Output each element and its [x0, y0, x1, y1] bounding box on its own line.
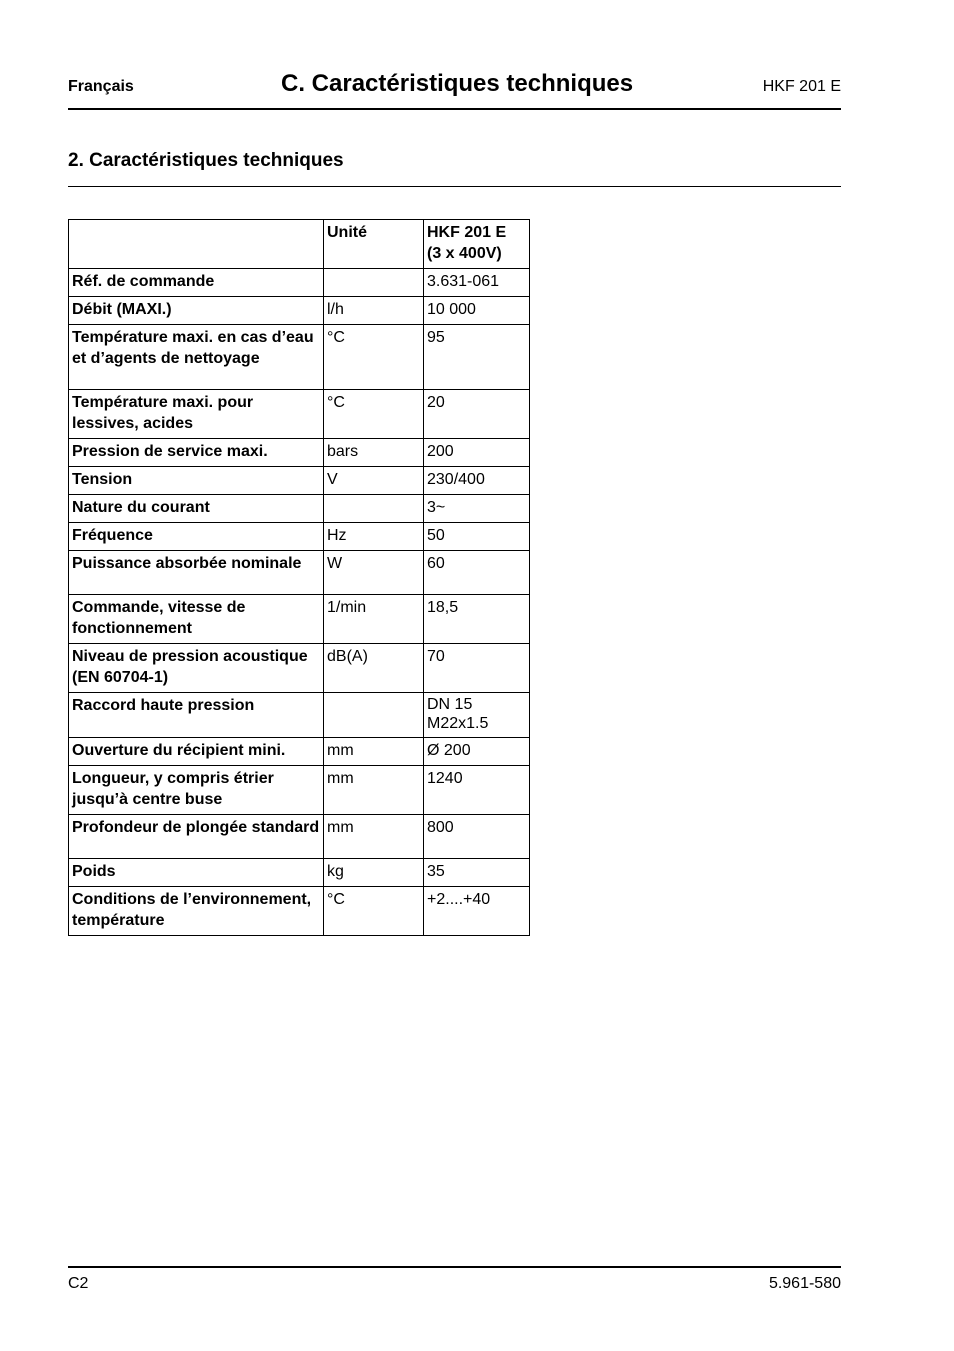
page-footer	[68, 1266, 841, 1292]
row-label: Commande, vitesse de fonctionnement	[69, 595, 324, 644]
row-label: Température maxi. en cas d’eau et d’agents de nettoyage	[69, 325, 324, 390]
row-label: Tension	[69, 467, 324, 495]
row-value: 18,5	[424, 595, 530, 644]
header-language: Français	[68, 78, 134, 95]
row-value-line2: M22x1.5	[427, 715, 489, 732]
table-row	[69, 644, 530, 693]
row-value: 50	[424, 523, 530, 551]
row-unit: kg	[324, 859, 424, 887]
row-unit: bars	[324, 439, 424, 467]
header-cell-model	[424, 220, 530, 269]
row-label: Ouverture du récipient mini.	[69, 738, 324, 766]
row-label: Fréquence	[69, 523, 324, 551]
footer-page-number: C2	[68, 1275, 89, 1292]
row-label: Débit (MAXI.)	[69, 297, 324, 325]
table-row	[69, 439, 530, 467]
row-value: 60	[424, 551, 530, 595]
row-value: 3~	[424, 495, 530, 523]
row-value: 95	[424, 325, 530, 390]
table-row	[69, 495, 530, 523]
table-row	[69, 551, 530, 595]
section-title: 2. Caractéristiques techniques	[68, 150, 344, 171]
row-value: 3.631-061	[424, 269, 530, 297]
row-value: 20	[424, 390, 530, 439]
row-value: 35	[424, 859, 530, 887]
row-value: 800	[424, 815, 530, 859]
row-value: 200	[424, 439, 530, 467]
table-header-row	[69, 220, 530, 269]
row-unit: mm	[324, 815, 424, 859]
row-unit: Hz	[324, 523, 424, 551]
header-title: C. Caractéristiques techniques	[281, 70, 634, 97]
row-value: 230/400	[424, 467, 530, 495]
row-value: 1240	[424, 766, 530, 815]
row-label: Nature du courant	[69, 495, 324, 523]
row-unit: °C	[324, 887, 424, 936]
table-row	[69, 766, 530, 815]
row-unit: W	[324, 551, 424, 595]
row-label: Raccord haute pression	[69, 693, 324, 738]
table-row	[69, 815, 530, 859]
row-unit: dB(A)	[324, 644, 424, 693]
header-model-line2: (3 x 400V)	[427, 245, 502, 262]
row-value	[424, 693, 530, 738]
spec-table	[68, 219, 530, 936]
row-unit: °C	[324, 390, 424, 439]
row-label: Pression de service maxi.	[69, 439, 324, 467]
row-label: Longueur, y compris étrier jusqu’à centre buse	[69, 766, 324, 815]
table-row	[69, 269, 530, 297]
table-row	[69, 523, 530, 551]
table-row	[69, 738, 530, 766]
row-unit	[324, 693, 424, 738]
row-label: Température maxi. pour lessives, acides	[69, 390, 324, 439]
row-unit: V	[324, 467, 424, 495]
row-value: +2....+40	[424, 887, 530, 936]
row-value-line1: DN 15	[427, 696, 473, 713]
table-row	[69, 693, 530, 738]
row-label: Réf. de commande	[69, 269, 324, 297]
row-unit: l/h	[324, 297, 424, 325]
page-header	[68, 68, 841, 110]
table-row	[69, 325, 530, 390]
row-label: Niveau de pression acoustique (EN 60704-1)	[69, 644, 324, 693]
header-model-line1: HKF 201 E	[427, 224, 507, 241]
row-unit: °C	[324, 325, 424, 390]
table-row	[69, 467, 530, 495]
row-unit: 1/min	[324, 595, 424, 644]
table-row	[69, 595, 530, 644]
row-label: Poids	[69, 859, 324, 887]
table-row	[69, 390, 530, 439]
row-label: Puissance absorbée nominale	[69, 551, 324, 595]
row-unit: mm	[324, 766, 424, 815]
table-row	[69, 297, 530, 325]
footer-doc-number: 5.961-580	[768, 1275, 841, 1292]
header-cell-empty	[69, 220, 324, 269]
header-model: HKF 201 E	[762, 78, 841, 95]
row-unit	[324, 269, 424, 297]
row-value: 10 000	[424, 297, 530, 325]
table-row	[69, 859, 530, 887]
row-value: Ø 200	[424, 738, 530, 766]
row-unit: mm	[324, 738, 424, 766]
row-value: 70	[424, 644, 530, 693]
section-heading	[68, 150, 841, 187]
table-row	[69, 887, 530, 936]
row-unit	[324, 495, 424, 523]
row-label: Profondeur de plongée standard	[69, 815, 324, 859]
header-cell-unit: Unité	[324, 220, 424, 269]
row-label: Conditions de l’environnement, température	[69, 887, 324, 936]
